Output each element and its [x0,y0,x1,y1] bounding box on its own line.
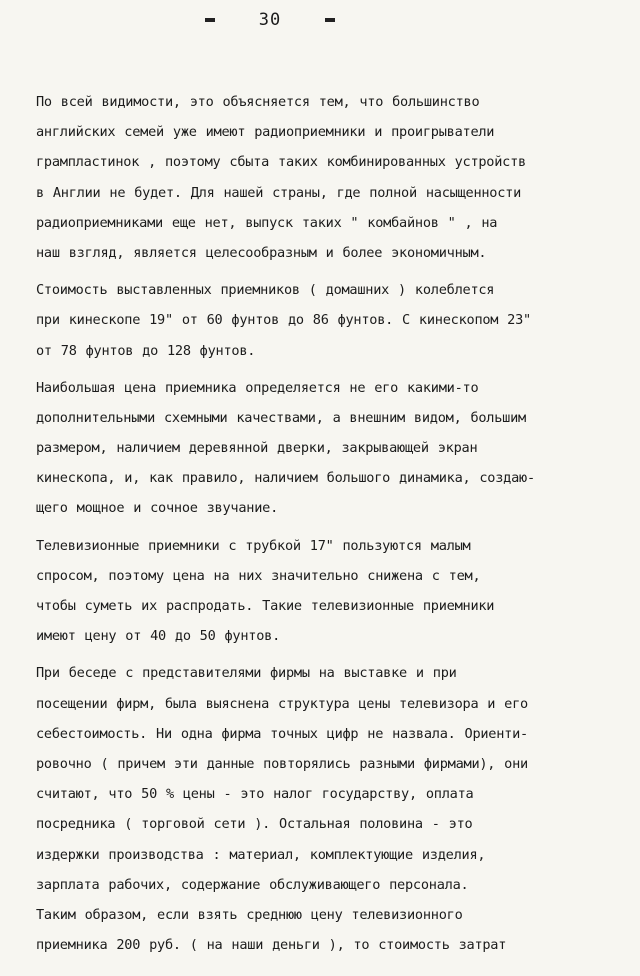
text-line: приемника 200 руб. ( на наши деньги ), то стоимость затрат [36,937,507,954]
text-line: грампластинок , поэтому сбыта таких комбинированных устройств [36,154,526,171]
text-line: Наибольшая цена приемника определяется не его какими-то [36,379,479,396]
text-line: при кинескопе 19" от 60 фунтов до 86 фунтов. С кинескопом 23" [36,312,531,329]
text-line: дополнительными схемными качествами, а внешним видом, большим [36,409,526,426]
page-number: 30 [258,10,282,30]
text-line: зарплата рабочих, содержание обслуживающего персонала. [36,876,469,893]
text-line: Стоимость выставленных приемников ( домашних ) колеблется [36,282,495,299]
text-line: По всей видимости, это объясняется тем, что большинство [36,94,480,110]
dash-left [205,18,215,22]
text-line: щего мощное и сочное звучание. [36,500,279,517]
text-line: себестоимость. Ни одна фирма точных цифр не назвала. Ориенти- [36,725,528,742]
text-line: английских семей уже имеют радиоприемники и проигрыватели [36,124,495,141]
text-line: издержки производства : материал, комплектующие изделия, [36,846,486,863]
text-line: посещении фирм, была выяснена структура цены телевизора и его [36,695,528,712]
text-line: считают, что 50 % цены - это налог государству, оплата [36,786,474,803]
text-line: наш взгляд, является целесообразным и более экономичным. [36,244,487,261]
text-line: спросом, поэтому цена на них значительно снижена с тем, [36,567,481,584]
text-line: имеют цену от 40 до 50 фунтов. [36,628,281,645]
text-line: кинескопа, и, как правило, наличием большого динамика, создаю- [36,470,535,487]
text-line: в Англии не будет. Для нашей страны, где полной насыщенности [36,184,522,201]
text-line: При беседе с представителями фирмы на выставке и при [36,665,457,682]
body-text [36,87,620,960]
text-line: Таким образом, если взять среднюю цену телевизионного [36,906,463,923]
text-line: размером, наличием деревянной дверки, закрывающей экран [36,440,478,457]
text-line: чтобы суметь их распродать. Такие телевизионные приемники [36,598,495,614]
page-number-header [0,10,540,30]
text-line: от 78 фунтов до 128 фунтов. [36,342,256,359]
text-line: радиоприемниками еще нет, выпуск таких " комбайнов " , на [36,214,498,231]
text-line: Телевизионные приемники с трубкой 17" пользуются малым [36,537,471,554]
text-line: посредника ( торговой сети ). Остальная половина - это [36,816,473,833]
text-line: ровочно ( причем эти данные повторялись разными фирмами), они [36,755,528,772]
dash-right [325,18,335,22]
